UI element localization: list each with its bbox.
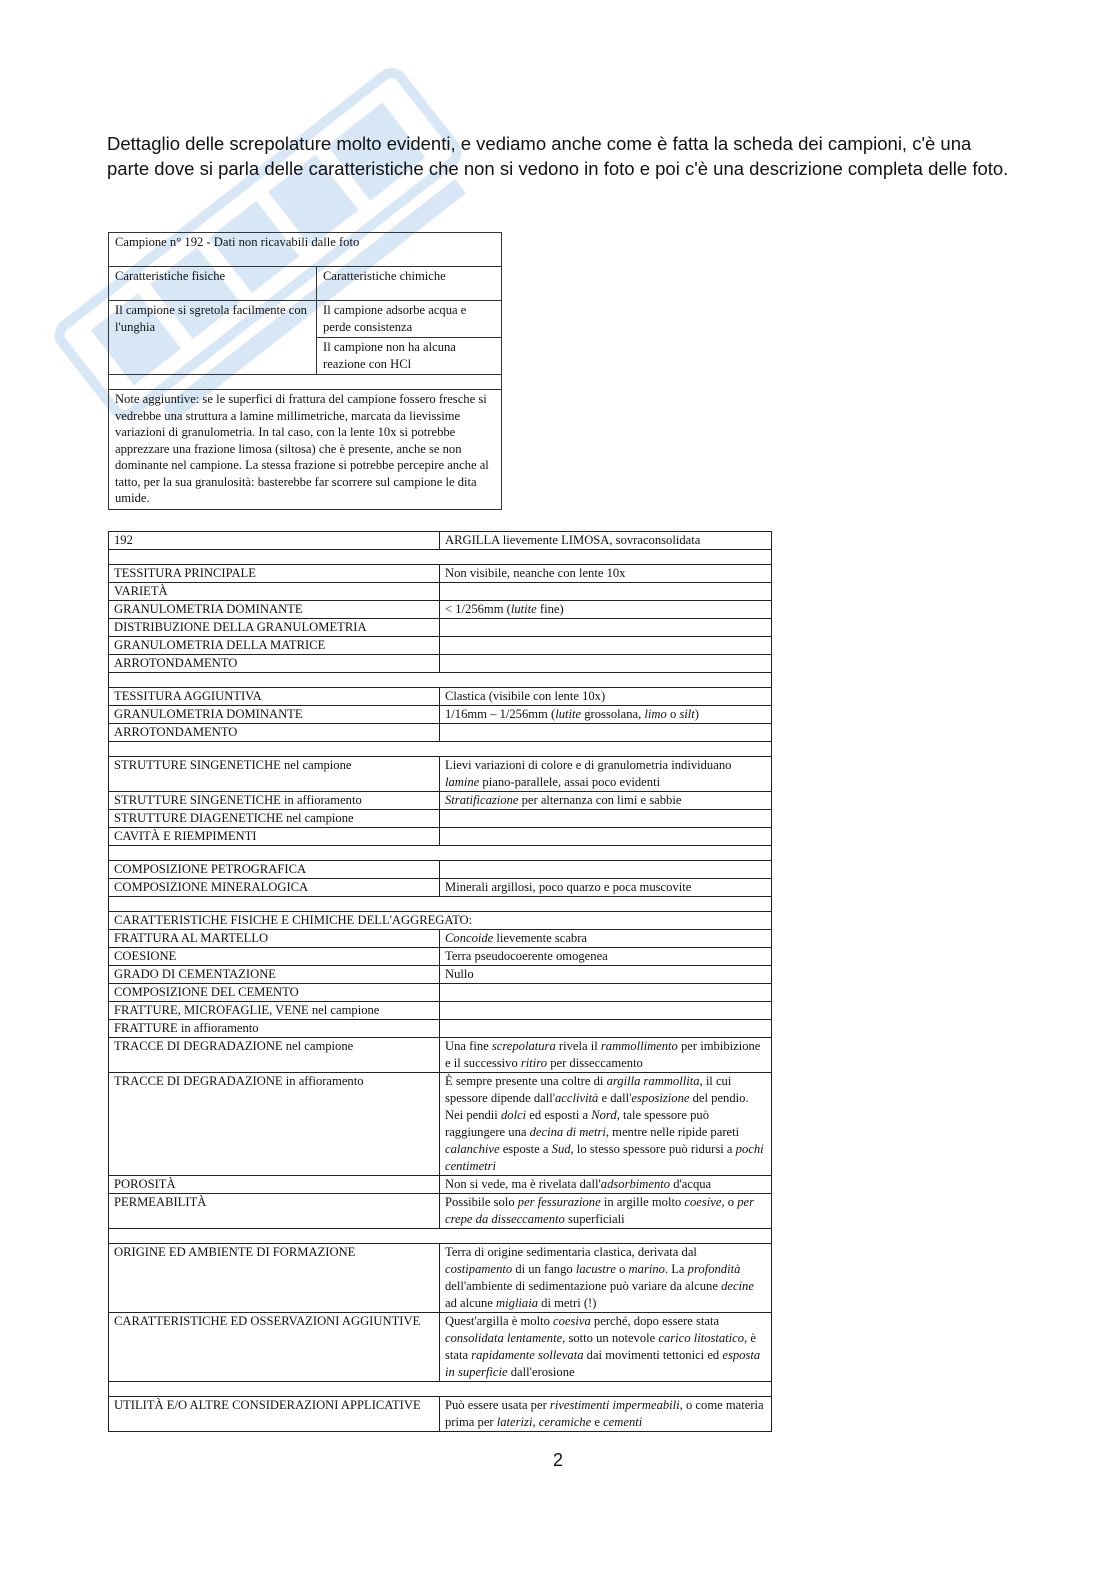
row-label: CAVITÀ E RIEMPIMENTI	[109, 828, 440, 846]
notes-table-title: Campione n° 192 - Dati non ricavabili dalle foto	[109, 233, 502, 267]
row-value	[440, 583, 772, 601]
row-value: Stratificazione per alternanza con limi e sabbie	[440, 792, 772, 810]
row-value: Concoide lievemente scabra	[440, 930, 772, 948]
sample-table	[108, 531, 772, 1432]
row-label: FRATTURE in affioramento	[109, 1020, 440, 1038]
sample-classification: ARGILLA lievemente LIMOSA, sovraconsolidata	[440, 532, 772, 550]
row-value	[440, 810, 772, 828]
row-label: ARROTONDAMENTO	[109, 655, 440, 673]
row-value	[440, 828, 772, 846]
physical-cell: Il campione si sgretola facilmente con l'unghia	[109, 301, 317, 375]
row-label: UTILITÀ E/O ALTRE CONSIDERAZIONI APPLICATIVE	[109, 1397, 440, 1432]
row-label: GRANULOMETRIA DELLA MATRICE	[109, 637, 440, 655]
row-label: GRANULOMETRIA DOMINANTE	[109, 706, 440, 724]
spacer-row	[109, 375, 502, 390]
row-label: CARATTERISTICHE ED OSSERVAZIONI AGGIUNTIVE	[109, 1313, 440, 1382]
row-label: TESSITURA PRINCIPALE	[109, 565, 440, 583]
row-label: TRACCE DI DEGRADAZIONE in affioramento	[109, 1073, 440, 1176]
col-chemical-header: Caratteristiche chimiche	[317, 267, 502, 301]
spacer-row	[109, 673, 772, 688]
row-label: COMPOSIZIONE DEL CEMENTO	[109, 984, 440, 1002]
row-value: Possibile solo per fessurazione in argille molto coesive, o per crepe da disseccamento superficiali	[440, 1194, 772, 1229]
row-label: ORIGINE ED AMBIENTE DI FORMAZIONE	[109, 1244, 440, 1313]
row-label: GRADO DI CEMENTAZIONE	[109, 966, 440, 984]
row-value	[440, 1020, 772, 1038]
row-value	[440, 984, 772, 1002]
notes-cell: Note aggiuntive: se le superfici di frattura del campione fossero fresche si vedrebbe una struttura a lamine millimetriche, marcata da lievissime variazioni di granulometria. In tal caso, con la lente 10x si potrebbe apprezzare una frazione limosa (siltosa) che è presente, anche se non dominante nel campione. La stessa frazione si potrebbe percepire anche al tatto, per la sua granulosità: basterebbe far scorrere sul campione le dita umide.	[109, 390, 502, 510]
row-label: STRUTTURE SINGENETICHE nel campione	[109, 757, 440, 792]
col-physical-header: Caratteristiche fisiche	[109, 267, 317, 301]
row-value: Nullo	[440, 966, 772, 984]
chemical-cell: Il campione non ha alcuna reazione con HCl	[317, 338, 502, 375]
chemical-cell: Il campione adsorbe acqua e perde consistenza	[317, 301, 502, 338]
row-value: Minerali argillosi, poco quarzo e poca muscovite	[440, 879, 772, 897]
spacer-row	[109, 897, 772, 912]
row-value	[440, 724, 772, 742]
section-heading: CARATTERISTICHE FISICHE E CHIMICHE DELL'AGGREGATO:	[109, 912, 772, 930]
row-value: È sempre presente una coltre di argilla rammollita, il cui spessore dipende dall'acclività e dall'esposizione del pendio. Nei pendii dolci ed esposti a Nord, tale spessore può raggiungere una decina di metri, mentre nelle ripide pareti calanchive esposte a Sud, lo stesso spessore può ridursi a pochi centimetri	[440, 1073, 772, 1176]
row-label: PERMEABILITÀ	[109, 1194, 440, 1229]
row-value: Non visibile, neanche con lente 10x	[440, 565, 772, 583]
row-value: 1/16mm – 1/256mm (lutite grossolana, limo o silt)	[440, 706, 772, 724]
row-value	[440, 861, 772, 879]
row-value: Clastica (visibile con lente 10x)	[440, 688, 772, 706]
spacer-row	[109, 1382, 772, 1397]
page-number: 2	[552, 1450, 563, 1470]
spacer-row	[109, 550, 772, 565]
row-label: COMPOSIZIONE MINERALOGICA	[109, 879, 440, 897]
spacer-row	[109, 846, 772, 861]
row-value	[440, 637, 772, 655]
spacer-row	[109, 742, 772, 757]
row-value: Può essere usata per rivestimenti impermeabili, o come materia prima per laterizi, ceramiche e cementi	[440, 1397, 772, 1432]
row-label: COESIONE	[109, 948, 440, 966]
notes-table	[108, 232, 502, 510]
row-label: DISTRIBUZIONE DELLA GRANULOMETRIA	[109, 619, 440, 637]
row-label: TRACCE DI DEGRADAZIONE nel campione	[109, 1038, 440, 1073]
row-value: Terra pseudocoerente omogenea	[440, 948, 772, 966]
row-value: Terra di origine sedimentaria clastica, derivata dal costipamento di un fango lacustre o marino. La profondità dell'ambiente di sedimentazione può variare da alcune decine ad alcune migliaia di metri (!)	[440, 1244, 772, 1313]
row-label: FRATTURE, MICROFAGLIE, VENE nel campione	[109, 1002, 440, 1020]
row-value	[440, 655, 772, 673]
row-value: Una fine screpolatura rivela il rammollimento per imbibizione e il successivo ritiro per disseccamento	[440, 1038, 772, 1073]
sample-id: 192	[109, 532, 440, 550]
row-label: VARIETÀ	[109, 583, 440, 601]
row-label: STRUTTURE DIAGENETICHE nel campione	[109, 810, 440, 828]
row-label: TESSITURA AGGIUNTIVA	[109, 688, 440, 706]
row-value: Quest'argilla è molto coesiva perché, dopo essere stata consolidata lentamente, sotto un notevole carico litostatico, è stata rapidamente sollevata dai movimenti tettonici ed esposta in superficie dall'erosione	[440, 1313, 772, 1382]
row-label: POROSITÀ	[109, 1176, 440, 1194]
row-value: < 1/256mm (lutite fine)	[440, 601, 772, 619]
intro-paragraph: Dettaglio delle screpolature molto evidenti, e vediamo anche come è fatta la scheda dei campioni, c'è una parte dove si parla delle caratteristiche che non si vedono in foto e poi c'è una descrizione completa delle foto.	[107, 133, 1009, 179]
row-label: ARROTONDAMENTO	[109, 724, 440, 742]
row-label: COMPOSIZIONE PETROGRAFICA	[109, 861, 440, 879]
row-label: STRUTTURE SINGENETICHE in affioramento	[109, 792, 440, 810]
row-value	[440, 619, 772, 637]
spacer-row	[109, 1229, 772, 1244]
row-label: GRANULOMETRIA DOMINANTE	[109, 601, 440, 619]
row-value: Non si vede, ma è rivelata dall'adsorbimento d'acqua	[440, 1176, 772, 1194]
row-label: FRATTURA AL MARTELLO	[109, 930, 440, 948]
row-value: Lievi variazioni di colore e di granulometria individuano lamine piano-parallele, assai poco evidenti	[440, 757, 772, 792]
row-value	[440, 1002, 772, 1020]
